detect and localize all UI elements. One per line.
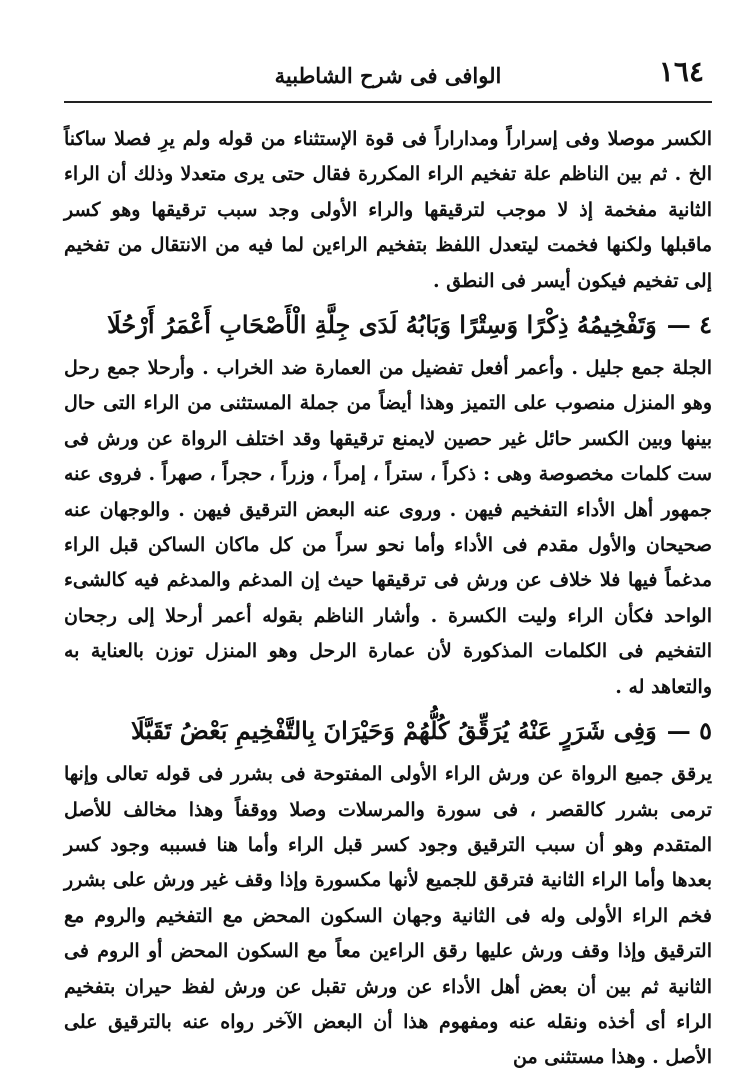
commentary-paragraph-3: يرقق جميع الرواة عن ورش الراء الأولى المفتوحة فى بشرر فى قوله تعالى وإنها ترمى بشرر كالقصر ، فى سورة والمرسلات وصلا ووقفاً وهذا مخالف للأصل المتقدم وهو أن سبب الترقيق وجود كسر قبل الراء وأما هنا فسببه وجود كسر بعدها وأما الراء الثانية فترقق للجميع لأنها مكسورة وإذا وقف غير ورش على بشرر فخم الراء الأولى وله فى الثانية وجهان السكون المحض مع التفخيم والروم مع الترقيق وإذا وقف ورش عليها رقق الراءين معاً مع السكون المحض أو الروم فى الثانية ثم بين أن بعض أهل الأداء عن ورش تقبل عن ورش لفظ حيران بتفخيم الراء أى أخذه ونقله عنه ومفهوم هذا أن البعض الآخر رواه عنه بالترقيق على الأصل . وهذا مستثنى من [64,763,712,1069]
verse-text: وَفِى شَرَرٍ عَنْهُ يُرَقِّقُ كُلُّهُمْ وَحَيْرَانَ بِالتَّفْخِيمِ بَعْضُ تَقَبَّلَا [131,716,657,746]
verse-4 [64,301,712,349]
verse-number: ٥ — [666,716,712,746]
commentary-paragraph-2: الجلة جمع جليل . وأعمر أفعل تفضيل من العمارة ضد الخراب . وأرحلا جمع رحل وهو المنزل منصوب على التميز وهذا أيضاً من جملة المستثنى من الراء التى حال بينها وبين الكسر حائل غير حصين لايمنع ترقيقها وقد اختلف الرواة عن ورش فى ست كلمات مخصوصة وهى : ذكراً ، ستراً ، إمراً ، وزراً ، حجراً ، صهراً . فروى عنه جمهور أهل الأداء التفخيم فيهن . وروى عنه البعض الترقيق فيهن . والوجهان عنه صحيحان والأول مقدم فى الأداء وأما نحو سراً من كل ماكان الساكن قبل الراء مدغماً فيها فلا خلاف عن ورش فى ترقيقها حيث إن المدغم والمدغم فيه كالشىء الواحد فكأن الراء وليت الكسرة . وأشار الناظم بقوله أعمر أرحلا إلى رجحان التفخيم فى الكلمات المذكورة لأن عمارة الرحل وهو المنزل توزن بالعناية به والتعاهد له . [64,357,712,698]
page-number: ١٦٤ [658,55,704,88]
verse-5 [64,707,712,755]
running-title: الوافى فى شرح الشاطبية [274,63,502,88]
page-header [64,52,712,102]
verse-number: ٤ — [666,310,712,340]
book-page [64,52,712,1076]
commentary-paragraph-1: الكسر موصلا وفى إسراراً ومداراراً فى قوة الإستثناء من قوله ولم يرِ فصلا ساكناً الخ . ثم بين الناظم علة تفخيم الراء المكررة فقال حتى يرى متعدلا وذلك أن الراء الثانية مفخمة إذ لا موجب لترقيقها والراء الأولى وجد سبب ترقيقها وهو كسر ماقبلها ولكنها فخمت ليتعدل اللفظ بتفخيم الراءين لما فيه من الانتقال من تفخيم إلى تفخيم فيكون أيسر فى النطق . [64,128,712,292]
header-rule [64,101,712,103]
verse-text: وَتَفْخِيمُهُ ذِكْرًا وَسِتْرًا وَبَابُهُ لَدَى جِلَّةِ الْأَصْحَابِ أَعْمَرُ أَرْحُلَا [107,310,657,340]
page-body [64,122,712,1076]
